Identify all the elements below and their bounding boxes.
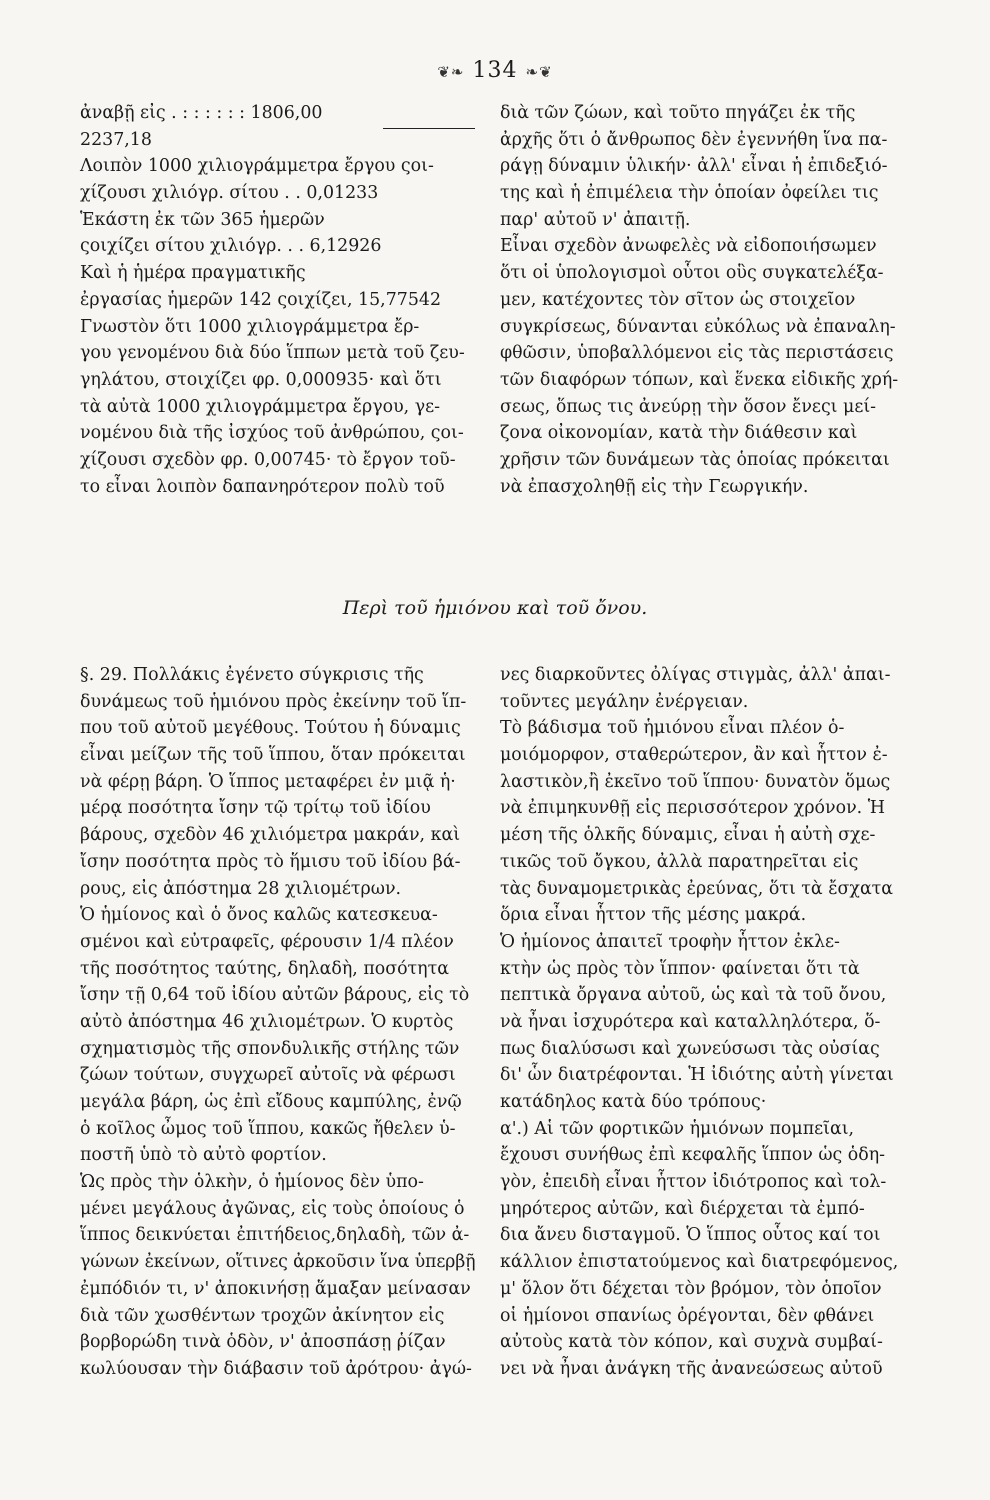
text-line: νει νὰ ἦναι ἀνάγκη τῆς ἀνανεώσεως αὐτοῦ — [500, 1358, 883, 1379]
text-line: τὰς δυναμομετρικὰς ἐρεύνας, ὅτι τὰ ἔσχατα — [500, 878, 894, 899]
text-line: τικῶς τοῦ ὄγκου, ἀλλὰ παρατηρεῖται εἰς — [500, 851, 859, 872]
sum-row-1 — [80, 100, 475, 127]
text-line: Ὁ ἡμίονος ἀπαιτεῖ τροφὴν ἧττον ἐκλε- — [500, 931, 840, 952]
text-line: ὅρια εἶναι ἧττον τῆς μέσης μακρά. — [500, 905, 807, 926]
text-line: βάρους, σχεδὸν 46 χιλιόμετρα μακράν, καὶ — [80, 825, 461, 846]
text-line: κωλύουσαν τὴν διάβασιν τοῦ ἀρότρου· ἀγώ- — [80, 1358, 472, 1379]
text-line: διὰ τῶν χωσθέντων τροχῶν ἀκίνητον εἰς — [80, 1305, 445, 1326]
text-line: βορβορώδη τινὰ ὁδὸν, ν' ἀποσπάσῃ ῥίζαν — [80, 1332, 446, 1353]
ornament-right-icon: ❧❦ — [525, 63, 553, 81]
text-line: της καὶ ἡ ἐπιμέλεια τὴν ὁποίαν ὀφείλει τις — [500, 183, 879, 204]
text-line: οἱ ἡμίονοι σπανίως ὀρέγονται, δὲν φθάνει — [500, 1305, 875, 1326]
text-line: Λοιπὸν 1000 χιλιογράμμετρα ἔργου ςοι- — [80, 156, 434, 177]
text-line: ρους, εἰς ἀπόστημα 28 χιλιομέτρων. — [80, 878, 402, 899]
text-line: ἴσην τῇ 0,64 τοῦ ἰδίου αὐτῶν βάρους, εἰς τὸ — [80, 985, 470, 1006]
text-line: νὰ ἐπιμηκυνθῇ εἰς περισσότερον χρόνον. Ἡ — [500, 798, 885, 819]
text-line: σχηματισμὸς τῆς σπονδυλικῆς στήλης τῶν — [80, 1038, 460, 1059]
text-line: μεν, κατέχοντες τὸν σῖτον ὡς στοιχεῖον — [500, 289, 856, 310]
text-line: αὐτοὺς κατὰ τὸν κόπον, καὶ συχνὰ συμβαί- — [500, 1332, 883, 1353]
sum-total-value: 2237,18 — [80, 129, 152, 150]
sum-row-1-value: 1806,00 — [250, 103, 323, 123]
text-line: μ' ὅλον ὅτι δέχεται τὸν βρόμον, τὸν ὁποῖον — [500, 1278, 882, 1299]
text-line: ὁ κοῖλος ὦμος τοῦ ἵππου, κακῶς ἤθελεν ὑ- — [80, 1118, 456, 1139]
text-line: γου γενομένου διὰ δύο ἵππων μετὰ τοῦ ζευ- — [80, 343, 465, 364]
text-line: Ὡς πρὸς τὴν ὁλκὴν, ὁ ἡμίονος δὲν ὑπο- — [80, 1172, 424, 1193]
text-line: §. 29. Πολλάκις ἐγένετο σύγκρισις τῆς — [80, 665, 424, 685]
text-line: πεπτικὰ ὄργανα αὐτοῦ, ὡς καὶ τὰ τοῦ ὄνου, — [500, 985, 887, 1006]
text-line: τῆς ποσότητος ταύτης, δηλαδὴ, ποσότητα — [80, 958, 449, 979]
text-line: γηλάτου, στοιχίζει φρ. 0,000935· καὶ ὅτι — [80, 369, 442, 390]
text-line: α'.) Αἱ τῶν φορτικῶν ἡμιόνων πομπεῖαι, — [500, 1118, 855, 1139]
text-line: συγκρίσεως, δύνανται εὐκόλως νὰ ἐπαναλη- — [500, 316, 896, 337]
section-title: Περὶ τοῦ ἡμιόνου καὶ τοῦ ὄνου. — [342, 597, 648, 619]
text-line: Εἶναι σχεδὸν ἀνωφελὲς νὰ εἰδοποιήσωμεν — [500, 236, 877, 257]
text-line: δια ἄνευ δισταγμοῦ. Ὁ ἵππος οὗτος καί τοι — [500, 1225, 881, 1246]
page-header — [0, 58, 990, 83]
text-line: ἐμπόδιόν τι, ν' ἀποκινήσῃ ἅμαξαν μείνασαν — [80, 1278, 471, 1299]
text-line: σμένοι καὶ εὐτραφεῖς, φέρουσιν 1/4 πλέον — [80, 931, 454, 952]
text-line: νὰ ἐπασχοληθῇ εἰς τὴν Γεωργικήν. — [500, 476, 809, 497]
sum-row-1-label: ἀναβῇ εἰς . : : : : : : — [80, 103, 246, 123]
text-line: αὐτὸ ἀπόστημα 46 χιλιομέτρων. Ὁ κυρτὸς — [80, 1011, 454, 1032]
column-bottom-right — [500, 662, 912, 1383]
text-line: ὅτι οἱ ὑπολογισμοὶ οὗτοι οὓς συγκατελέξα- — [500, 263, 884, 284]
text-line: κατάδηλος κατὰ δύο τρόπους· — [500, 1092, 767, 1112]
column-top-left — [80, 100, 475, 500]
text-line: μέση τῆς ὁλκῆς δύναμις, εἶναι ἡ αὐτὴ σχε- — [500, 825, 876, 846]
text-line: μέρᾳ ποσότητα ἴσην τῷ τρίτῳ τοῦ ἰδίου — [80, 798, 431, 819]
text-line: το εἶναι λοιπὸν δαπανηρότερον πολὺ τοῦ — [80, 476, 445, 497]
text-line: Καὶ ἡ ἡμέρα πραγματικῆς — [80, 263, 306, 284]
column-bottom-left — [80, 662, 475, 1383]
text-line: μηρότερος αὐτῶν, καὶ διέρχεται τὰ ἐμπό- — [500, 1198, 865, 1219]
text-line: χίζουσι σχεδὸν φρ. 0,00745· τὸ ἔργον τοῦ- — [80, 449, 456, 470]
ornament-left-icon: ❦❧ — [437, 63, 465, 81]
text-line: λαστικὸν,ἢ ἐκεῖνο τοῦ ἵππου· δυνατὸν ὅμως — [500, 771, 891, 792]
sum-rule — [383, 128, 475, 129]
text-line: δι' ὧν διατρέφονται. Ἡ ἰδιότης αὐτὴ γίνεται — [500, 1065, 894, 1086]
text-line: ςοιχίζει σίτου χιλιόγρ. . . 6,12926 — [80, 236, 382, 257]
text-line: πως διαλύσωσι καὶ χωνεύσωσι τὰς οὐσίας — [500, 1038, 880, 1059]
text-line: μεγάλα βάρη, ὡς ἐπὶ εἴδους καμπύλης, ἐνῷ — [80, 1092, 462, 1112]
text-line: μοιόμορφον, σταθερώτερον, ἂν καὶ ἧττον ἐ- — [500, 745, 888, 766]
text-line: κτὴν ὡς πρὸς τὸν ἵππον· φαίνεται ὅτι τὰ — [500, 958, 860, 979]
text-line: ποστῆ ὑπὸ τὸ αὐτὸ φορτίον. — [80, 1145, 327, 1166]
text-line: κάλλιον ἐπιστατούμενος καὶ διατρεφόμενος, — [500, 1252, 899, 1273]
text-line: φθῶσιν, ὑποβαλλόμενοι εἰς τὰς περιστάσεις — [500, 343, 894, 364]
text-line: νομένου διὰ τῆς ἰσχύος τοῦ ἀνθρώπου, ςοι- — [80, 423, 464, 444]
text-line: χρῆσιν τῶν δυνάμεων τὰς ὁποίας πρόκειται — [500, 449, 890, 470]
text-line: δυνάμεως τοῦ ἡμιόνου πρὸς ἐκείνην τοῦ ἵπ- — [80, 691, 467, 712]
text-line: νες διαρκοῦντες ὀλίγας στιγμὰς, ἀλλ' ἀπαι- — [500, 665, 891, 685]
sum-row-2 — [80, 127, 475, 154]
text-line: Γνωστὸν ὅτι 1000 χιλιογράμμετρα ἔρ- — [80, 316, 420, 337]
text-line: ράγῃ δύναμιν ὑλικήν· ἀλλ' εἶναι ἡ ἐπιδεξιό- — [500, 156, 888, 177]
text-line: ἀρχῆς ὅτι ὁ ἄνθρωπος δὲν ἐγεννήθη ἵνα πα- — [500, 129, 888, 150]
text-line: τῶν διαφόρων τόπων, καὶ ἕνεκα εἰδικῆς χρή- — [500, 369, 899, 390]
text-line: εἶναι μείζων τῆς τοῦ ἵππου, ὅταν πρόκειται — [80, 745, 466, 766]
text-line: Ἑκάστη ἐκ τῶν 365 ἡμερῶν — [80, 209, 325, 230]
text-line: γὸν, ἐπειδὴ εἶναι ἧττον ἰδιότροπος καὶ τολ- — [500, 1172, 887, 1193]
text-line: μένει μεγάλους ἀγῶνας, εἰς τοὺς ὁποίους ὁ — [80, 1198, 465, 1219]
page-number: 134 — [472, 58, 518, 83]
column-top-right — [500, 100, 912, 500]
text-line: διὰ τῶν ζώων, καὶ τοῦτο πηγάζει ἐκ τῆς — [500, 103, 856, 123]
text-line: ζώων τούτων, συγχωρεῖ αὐτοῖς νὰ φέρωσι — [80, 1065, 456, 1086]
text-line: ἐργασίας ἡμερῶν 142 ςοιχίζει, 15,77542 — [80, 289, 442, 310]
text-line: νὰ φέρῃ βάρη. Ὁ ἵππος μεταφέρει ἐν μιᾷ ἡ· — [80, 771, 456, 792]
text-line: που τοῦ αὐτοῦ μεγέθους. Τούτου ἡ δύναμις — [80, 718, 461, 739]
text-line: χίζουσι χιλιόγρ. σίτου . . 0,01233 — [80, 183, 379, 204]
text-line: νὰ ἦναι ἰσχυρότερα καὶ καταλληλότερα, ὅ- — [500, 1011, 881, 1032]
text-line: Ὁ ἡμίονος καὶ ὁ ὄνος καλῶς κατεσκευα- — [80, 905, 438, 926]
text-line: ζονα οἰκονομίαν, κατὰ τὴν διάθεσιν καὶ — [500, 423, 858, 444]
text-line: σεως, ὅπως τις ἀνεύρῃ τὴν ὅσον ἔνεςι μεί- — [500, 396, 877, 417]
text-line: ἴσην ποσότητα πρὸς τὸ ἥμισυ τοῦ ἰδίου βά- — [80, 851, 461, 872]
text-line: παρ' αὐτοῦ ν' ἀπαιτῇ. — [500, 209, 691, 230]
text-line: τοῦντες μεγάλην ἐνέργειαν. — [500, 691, 749, 712]
text-line: ἔχουσι συνήθως ἐπὶ κεφαλῆς ἵππον ὡς ὁδη- — [500, 1145, 886, 1166]
text-line: Τὸ βάδισμα τοῦ ἡμιόνου εἶναι πλέον ὁ- — [500, 718, 845, 739]
text-line: γώνων ἐκείνων, οἵτινες ἀρκοῦσιν ἵνα ὑπερβῇ — [80, 1252, 476, 1273]
text-line: τὰ αὐτὰ 1000 χιλιογράμμετρα ἔργου, γε- — [80, 396, 440, 417]
text-line: ἵππος δεικνύεται ἐπιτήδειος,δηλαδὴ, τῶν ἀ- — [80, 1225, 470, 1246]
